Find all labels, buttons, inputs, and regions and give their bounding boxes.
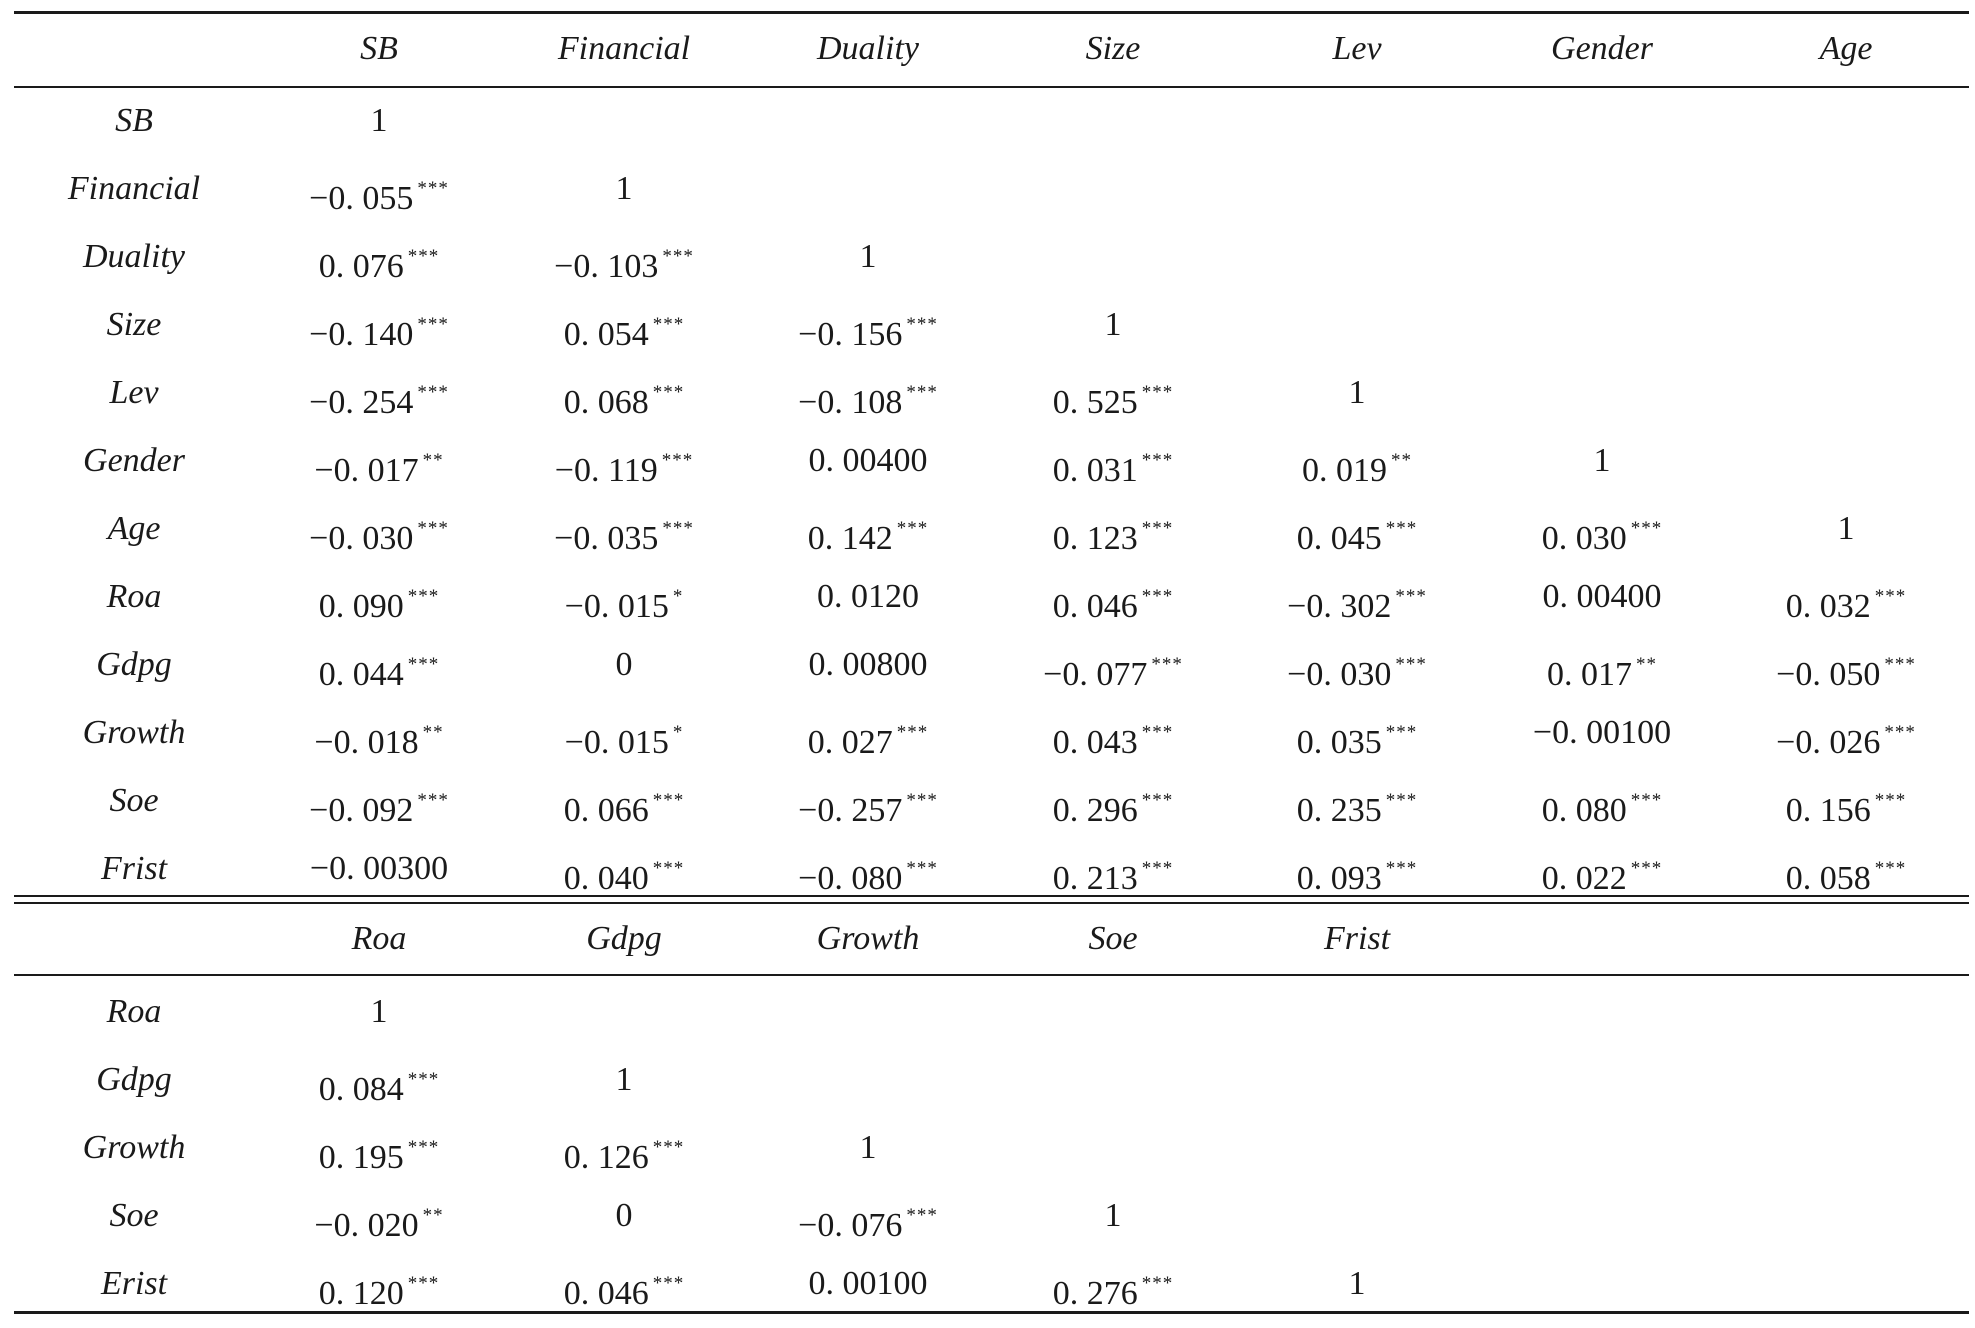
coefficient-value: 1 <box>615 170 633 207</box>
coefficient-value: −0. 077 <box>1043 656 1148 693</box>
table-cell <box>1724 835 1969 903</box>
coefficient-value: 0. 032 <box>1785 588 1871 625</box>
table-cell <box>1724 495 1969 563</box>
row-label: Age <box>107 510 161 547</box>
coefficient-value: 0. 296 <box>1052 792 1138 829</box>
table-cell <box>257 767 502 835</box>
table-cell <box>502 495 747 563</box>
significance-stars: *** <box>1385 722 1418 743</box>
coefficient-value: 0. 044 <box>318 656 404 693</box>
row-label: Gdpg <box>96 1061 172 1098</box>
row-label: Gender <box>83 442 185 479</box>
table-cell <box>991 1182 1236 1250</box>
column-header: Roa <box>351 920 407 957</box>
coefficient-value: 1 <box>859 1129 877 1166</box>
significance-stars: ** <box>422 1205 444 1226</box>
significance-stars: *** <box>1630 858 1663 879</box>
significance-stars: *** <box>896 722 929 743</box>
coefficient-value: −0. 017 <box>314 452 419 489</box>
coefficient-value: 0. 076 <box>318 248 404 285</box>
significance-stars: *** <box>417 518 449 539</box>
table-cell <box>991 767 1236 835</box>
coefficient-value: −0. 018 <box>314 724 419 761</box>
table-cell <box>502 699 747 767</box>
coefficient-value: 0. 046 <box>1052 588 1138 625</box>
significance-stars: *** <box>652 1273 685 1294</box>
coefficient-value: 0. 142 <box>807 520 893 557</box>
coefficient-value: −0. 108 <box>798 384 903 421</box>
significance-stars: *** <box>417 178 449 199</box>
table-cell <box>257 1114 502 1182</box>
column-header: Lev <box>1332 30 1382 67</box>
coefficient-value: −0. 092 <box>309 792 414 829</box>
coefficient-value: 0. 00400 <box>808 442 928 479</box>
table-cell <box>257 835 502 903</box>
significance-stars: *** <box>1395 586 1427 607</box>
table-cell <box>991 1250 1236 1318</box>
coefficient-value: 0. 022 <box>1541 860 1627 897</box>
significance-stars: *** <box>1141 858 1174 879</box>
coefficient-value: −0. 076 <box>798 1207 903 1244</box>
coefficient-value: 0. 043 <box>1052 724 1138 761</box>
coefficient-value: 1 <box>1593 442 1611 479</box>
table-cell <box>257 563 502 631</box>
coefficient-value: 0. 0120 <box>817 578 919 615</box>
table-cell <box>257 155 502 223</box>
column-header: Frist <box>1323 920 1391 957</box>
table-cell <box>502 427 747 495</box>
row-label: Roa <box>106 993 162 1030</box>
coefficient-value: 0. 093 <box>1296 860 1382 897</box>
table-cell <box>991 631 1236 699</box>
table-cell <box>502 631 747 699</box>
table-cell <box>502 835 747 903</box>
coefficient-value: −0. 257 <box>798 792 903 829</box>
row-label: Gdpg <box>96 646 172 683</box>
coefficient-value: 0. 019 <box>1302 452 1387 489</box>
significance-stars: *** <box>1385 518 1418 539</box>
coefficient-value: −0. 026 <box>1776 724 1881 761</box>
coefficient-value: 0. 066 <box>563 792 649 829</box>
significance-stars: *** <box>407 586 440 607</box>
table-cell <box>1480 495 1725 563</box>
table-cell <box>257 631 502 699</box>
significance-stars: *** <box>1141 1273 1174 1294</box>
coefficient-value: 0. 276 <box>1052 1275 1138 1312</box>
coefficient-value: −0. 156 <box>798 316 903 353</box>
significance-stars: *** <box>661 450 694 471</box>
table-cell <box>1235 631 1480 699</box>
row-label: Frist <box>100 850 168 887</box>
coefficient-value: 1 <box>1348 374 1366 411</box>
column-header: Soe <box>1088 920 1138 957</box>
significance-stars: *** <box>1141 586 1174 607</box>
row-label: Soe <box>109 1197 159 1234</box>
coefficient-value: 1 <box>1837 510 1855 547</box>
significance-stars: *** <box>652 1137 685 1158</box>
coefficient-value: −0. 035 <box>554 520 659 557</box>
table-cell <box>1235 427 1480 495</box>
table-cell <box>1480 699 1725 767</box>
significance-stars: *** <box>652 314 685 335</box>
column-header: Age <box>1819 30 1873 67</box>
table-cell <box>257 1046 502 1114</box>
coefficient-value: 1 <box>1348 1265 1366 1302</box>
table-cell <box>257 495 502 563</box>
coefficient-value: −0. 302 <box>1287 588 1392 625</box>
table-cell <box>502 359 747 427</box>
table-cell <box>991 495 1236 563</box>
coefficient-value: 0. 525 <box>1052 384 1138 421</box>
significance-stars: *** <box>417 314 449 335</box>
significance-stars: *** <box>906 382 938 403</box>
table-cell <box>1235 563 1480 631</box>
coefficient-value: 0. 090 <box>318 588 404 625</box>
row-label: Size <box>106 306 162 343</box>
coefficient-value: 0. 030 <box>1541 520 1627 557</box>
coefficient-value: −0. 080 <box>798 860 903 897</box>
coefficient-value: −0. 119 <box>554 452 658 489</box>
column-header: Gdpg <box>586 920 662 957</box>
table-cell <box>257 223 502 291</box>
coefficient-value: 0. 035 <box>1296 724 1382 761</box>
significance-stars: *** <box>407 1069 440 1090</box>
significance-stars: *** <box>652 382 685 403</box>
significance-stars: *** <box>417 382 449 403</box>
coefficient-value: 1 <box>370 102 388 139</box>
table-cell <box>991 699 1236 767</box>
column-header: Financial <box>557 30 691 67</box>
coefficient-value: 1 <box>615 1061 633 1098</box>
table-cell <box>1235 1250 1480 1318</box>
column-header: Duality <box>817 30 919 67</box>
table-cell <box>746 767 991 835</box>
coefficient-value: −0. 00100 <box>1532 714 1672 751</box>
significance-stars: *** <box>1884 654 1916 675</box>
table-cell <box>502 291 747 359</box>
table-cell <box>257 87 502 155</box>
table-cell <box>1724 563 1969 631</box>
coefficient-value: −0. 140 <box>309 316 414 353</box>
column-header: Size <box>1085 30 1141 67</box>
row-label: SB <box>115 102 153 139</box>
coefficient-value: 0. 046 <box>563 1275 649 1312</box>
coefficient-value: 0. 040 <box>563 860 649 897</box>
table-cell <box>991 359 1236 427</box>
coefficient-value: 0. 054 <box>563 316 649 353</box>
table-cell <box>257 291 502 359</box>
table-cell <box>1235 359 1480 427</box>
table-cell <box>257 978 502 1046</box>
coefficient-value: 0. 126 <box>563 1139 649 1176</box>
table-cell <box>1480 563 1725 631</box>
table-cell <box>257 1250 502 1318</box>
table-cell <box>1724 631 1969 699</box>
significance-stars: *** <box>1884 722 1916 743</box>
coefficient-value: 0. 00100 <box>808 1265 928 1302</box>
coefficient-value: −0. 030 <box>1287 656 1392 693</box>
row-label: Roa <box>106 578 162 615</box>
coefficient-value: 0. 058 <box>1785 860 1871 897</box>
significance-stars: *** <box>896 518 929 539</box>
table-cell <box>1480 835 1725 903</box>
significance-stars: *** <box>1874 586 1907 607</box>
table-cell <box>746 563 991 631</box>
significance-stars: *** <box>662 518 694 539</box>
row-label: Growth <box>82 714 186 751</box>
row-label: Lev <box>109 374 159 411</box>
coefficient-value: 0. 120 <box>318 1275 404 1312</box>
coefficient-value: 0. 027 <box>807 724 893 761</box>
significance-stars: *** <box>1151 654 1183 675</box>
significance-stars: *** <box>906 858 938 879</box>
table-cell <box>1235 699 1480 767</box>
table-cell <box>746 835 991 903</box>
significance-stars: *** <box>652 858 685 879</box>
table-cell <box>1235 835 1480 903</box>
significance-stars: *** <box>662 246 694 267</box>
table-cell <box>1235 767 1480 835</box>
significance-stars: ** <box>422 450 444 471</box>
table-cell <box>257 359 502 427</box>
table-cell <box>502 155 747 223</box>
coefficient-value: 0. 156 <box>1785 792 1871 829</box>
coefficient-value: 0. 017 <box>1547 656 1632 693</box>
table-cell <box>746 631 991 699</box>
coefficient-value: 0. 195 <box>318 1139 404 1176</box>
significance-stars: *** <box>906 1205 938 1226</box>
table-cell <box>991 835 1236 903</box>
table-cell <box>502 767 747 835</box>
significance-stars: *** <box>407 654 440 675</box>
coefficient-value: −0. 015 <box>564 588 669 625</box>
row-label: Duality <box>83 238 185 275</box>
table-cell <box>502 1182 747 1250</box>
coefficient-value: 1 <box>370 993 388 1030</box>
coefficient-value: −0. 055 <box>309 180 414 217</box>
significance-stars: *** <box>417 790 449 811</box>
significance-stars: *** <box>407 1273 440 1294</box>
coefficient-value: −0. 030 <box>309 520 414 557</box>
significance-stars: *** <box>1874 858 1907 879</box>
row-label: Soe <box>109 782 159 819</box>
significance-stars: *** <box>1874 790 1907 811</box>
significance-stars: ** <box>1391 450 1412 471</box>
table-cell <box>1480 427 1725 495</box>
table-cell <box>257 427 502 495</box>
table-cell <box>746 291 991 359</box>
coefficient-value: 1 <box>1104 306 1122 343</box>
coefficient-value: 0. 00400 <box>1542 578 1662 615</box>
coefficient-value: 0. 235 <box>1296 792 1382 829</box>
table-cell <box>257 1182 502 1250</box>
significance-stars: *** <box>1141 450 1174 471</box>
table-cell <box>1724 767 1969 835</box>
coefficient-value: 0. 045 <box>1296 520 1382 557</box>
table-cell <box>1480 631 1725 699</box>
table-cell <box>991 291 1236 359</box>
table-cell <box>991 427 1236 495</box>
table-cell <box>746 427 991 495</box>
coefficient-value: 0. 00800 <box>808 646 928 683</box>
significance-stars: *** <box>1141 722 1174 743</box>
coefficient-value: −0. 103 <box>554 248 659 285</box>
table-cell <box>502 223 747 291</box>
significance-stars: * <box>672 722 684 743</box>
table-cell <box>257 699 502 767</box>
header-rule-table2 <box>14 974 1969 976</box>
significance-stars: *** <box>1141 518 1174 539</box>
coefficient-value: 0. 213 <box>1052 860 1138 897</box>
table-cell <box>746 1250 991 1318</box>
table-cell <box>746 223 991 291</box>
table-cell <box>1480 767 1725 835</box>
coefficient-value: −0. 00300 <box>309 850 449 887</box>
coefficient-value: 0 <box>615 646 633 683</box>
table-cell <box>746 359 991 427</box>
column-header: Gender <box>1551 30 1653 67</box>
significance-stars: *** <box>407 246 440 267</box>
significance-stars: *** <box>1630 518 1663 539</box>
table-cell <box>746 1114 991 1182</box>
coefficient-value: −0. 020 <box>314 1207 419 1244</box>
significance-stars: *** <box>1385 790 1418 811</box>
coefficient-value: 0. 080 <box>1541 792 1627 829</box>
significance-stars: *** <box>652 790 685 811</box>
column-header: SB <box>360 30 398 67</box>
table-cell <box>1724 699 1969 767</box>
significance-stars: *** <box>1141 790 1174 811</box>
table-cell <box>502 1250 747 1318</box>
coefficient-value: 0. 123 <box>1052 520 1138 557</box>
significance-stars: *** <box>1630 790 1663 811</box>
significance-stars: *** <box>906 790 938 811</box>
table-cell <box>746 1182 991 1250</box>
significance-stars: ** <box>422 722 444 743</box>
significance-stars: * <box>672 586 684 607</box>
coefficient-value: 0. 031 <box>1052 452 1138 489</box>
significance-stars: ** <box>1636 654 1657 675</box>
table-cell <box>746 495 991 563</box>
significance-stars: *** <box>407 1137 440 1158</box>
column-header: Growth <box>816 920 920 957</box>
coefficient-value: 0 <box>615 1197 633 1234</box>
table-cell <box>502 563 747 631</box>
coefficient-value: −0. 254 <box>309 384 414 421</box>
table-cell <box>991 563 1236 631</box>
coefficient-value: 1 <box>1104 1197 1122 1234</box>
significance-stars: *** <box>1385 858 1418 879</box>
coefficient-value: 0. 068 <box>563 384 649 421</box>
coefficient-value: −0. 050 <box>1776 656 1881 693</box>
row-label: Growth <box>82 1129 186 1166</box>
significance-stars: *** <box>1395 654 1427 675</box>
table-cell <box>746 699 991 767</box>
top-rule <box>14 11 1969 14</box>
table-cell <box>502 1114 747 1182</box>
table-cell <box>502 1046 747 1114</box>
coefficient-value: −0. 015 <box>564 724 669 761</box>
row-label: Financial <box>67 170 201 207</box>
significance-stars: *** <box>906 314 938 335</box>
coefficient-value: 0. 084 <box>318 1071 404 1108</box>
row-label: Erist <box>100 1265 168 1302</box>
table-cell <box>1235 495 1480 563</box>
coefficient-value: 1 <box>859 238 877 275</box>
significance-stars: *** <box>1141 382 1174 403</box>
